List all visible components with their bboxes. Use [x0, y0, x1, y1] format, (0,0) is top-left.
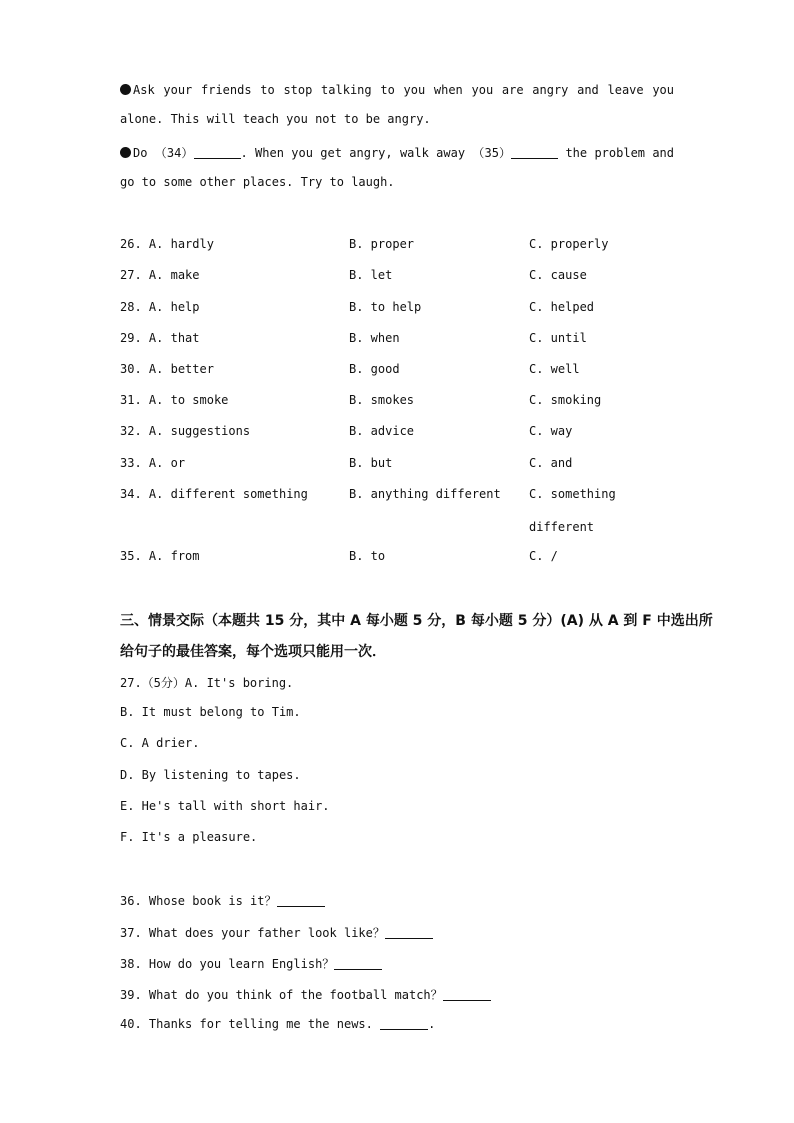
option-b: B. to: [349, 549, 386, 563]
option-a: 26. A. hardly: [120, 237, 214, 251]
option-c: C. helped: [529, 300, 595, 314]
bullet-icon: [120, 84, 131, 95]
question-36: 36. Whose book is it？: [120, 892, 325, 909]
choice-c: C. A drier.: [120, 736, 200, 750]
option-b: B. advice: [349, 424, 415, 438]
option-c: C. cause: [529, 268, 587, 282]
answer-blank: [277, 894, 325, 907]
passage-line-3: Do （34） . When you get angry, walk away （35） the problem and: [120, 144, 674, 161]
bullet-icon: [120, 147, 131, 158]
passage-line-1: Ask your friends to stop talking to you when you are angry and leave you: [120, 83, 674, 97]
blank-35: [511, 146, 558, 159]
passage-line-4: go to some other places. Try to laugh.: [120, 175, 395, 189]
option-c-continued: different: [529, 520, 595, 534]
choice-f: F. It's a pleasure.: [120, 830, 258, 844]
option-a: 30. A. better: [120, 362, 214, 376]
choice-d: D. By listening to tapes.: [120, 768, 301, 782]
option-c: C. well: [529, 362, 580, 376]
option-b: B. when: [349, 331, 400, 345]
option-c: C. smoking: [529, 393, 602, 407]
option-a: 35. A. from: [120, 549, 200, 563]
option-b: B. but: [349, 456, 393, 470]
answer-blank: [443, 988, 491, 1001]
question-39: 39. What do you think of the football match？: [120, 986, 491, 1003]
passage-line-2: alone. This will teach you not to be angry.: [120, 112, 431, 126]
option-a: 28. A. help: [120, 300, 200, 314]
option-b: B. proper: [349, 237, 415, 251]
option-a: 29. A. that: [120, 331, 200, 345]
option-c: C. way: [529, 424, 573, 438]
blank-34: [194, 146, 241, 159]
option-a: 27. A. make: [120, 268, 200, 282]
option-c: C. /: [529, 549, 558, 563]
section-heading-line-1: 三、情景交际（本题共 15 分，其中 A 每小题 5 分，B 每小题 5 分）(A) 从 A 到 F 中选出所: [120, 613, 713, 629]
question-40: 40. Thanks for telling me the news. .: [120, 1017, 436, 1031]
question-38: 38. How do you learn English？: [120, 955, 382, 972]
option-a: 32. A. suggestions: [120, 424, 251, 438]
answer-blank: [334, 957, 382, 970]
option-b: B. anything different: [349, 487, 501, 501]
option-c: C. something: [529, 487, 616, 501]
option-b: B. good: [349, 362, 400, 376]
option-c: C. and: [529, 456, 573, 470]
option-b: B. to help: [349, 300, 422, 314]
choice-a: 27.（5分）A. It's boring.: [120, 676, 294, 690]
option-c: C. until: [529, 331, 587, 345]
choice-e: E. He's tall with short hair.: [120, 799, 330, 813]
option-a: 34. A. different something: [120, 487, 308, 501]
option-a: 33. A. or: [120, 456, 186, 470]
choice-b: B. It must belong to Tim.: [120, 705, 301, 719]
option-a: 31. A. to smoke: [120, 393, 229, 407]
option-b: B. smokes: [349, 393, 415, 407]
option-b: B. let: [349, 268, 393, 282]
answer-blank: [385, 926, 433, 939]
answer-blank: [380, 1017, 428, 1030]
option-c: C. properly: [529, 237, 609, 251]
question-37: 37. What does your father look like？: [120, 924, 433, 941]
section-heading-line-2: 给句子的最佳答案，每个选项只能用一次．: [120, 644, 386, 660]
